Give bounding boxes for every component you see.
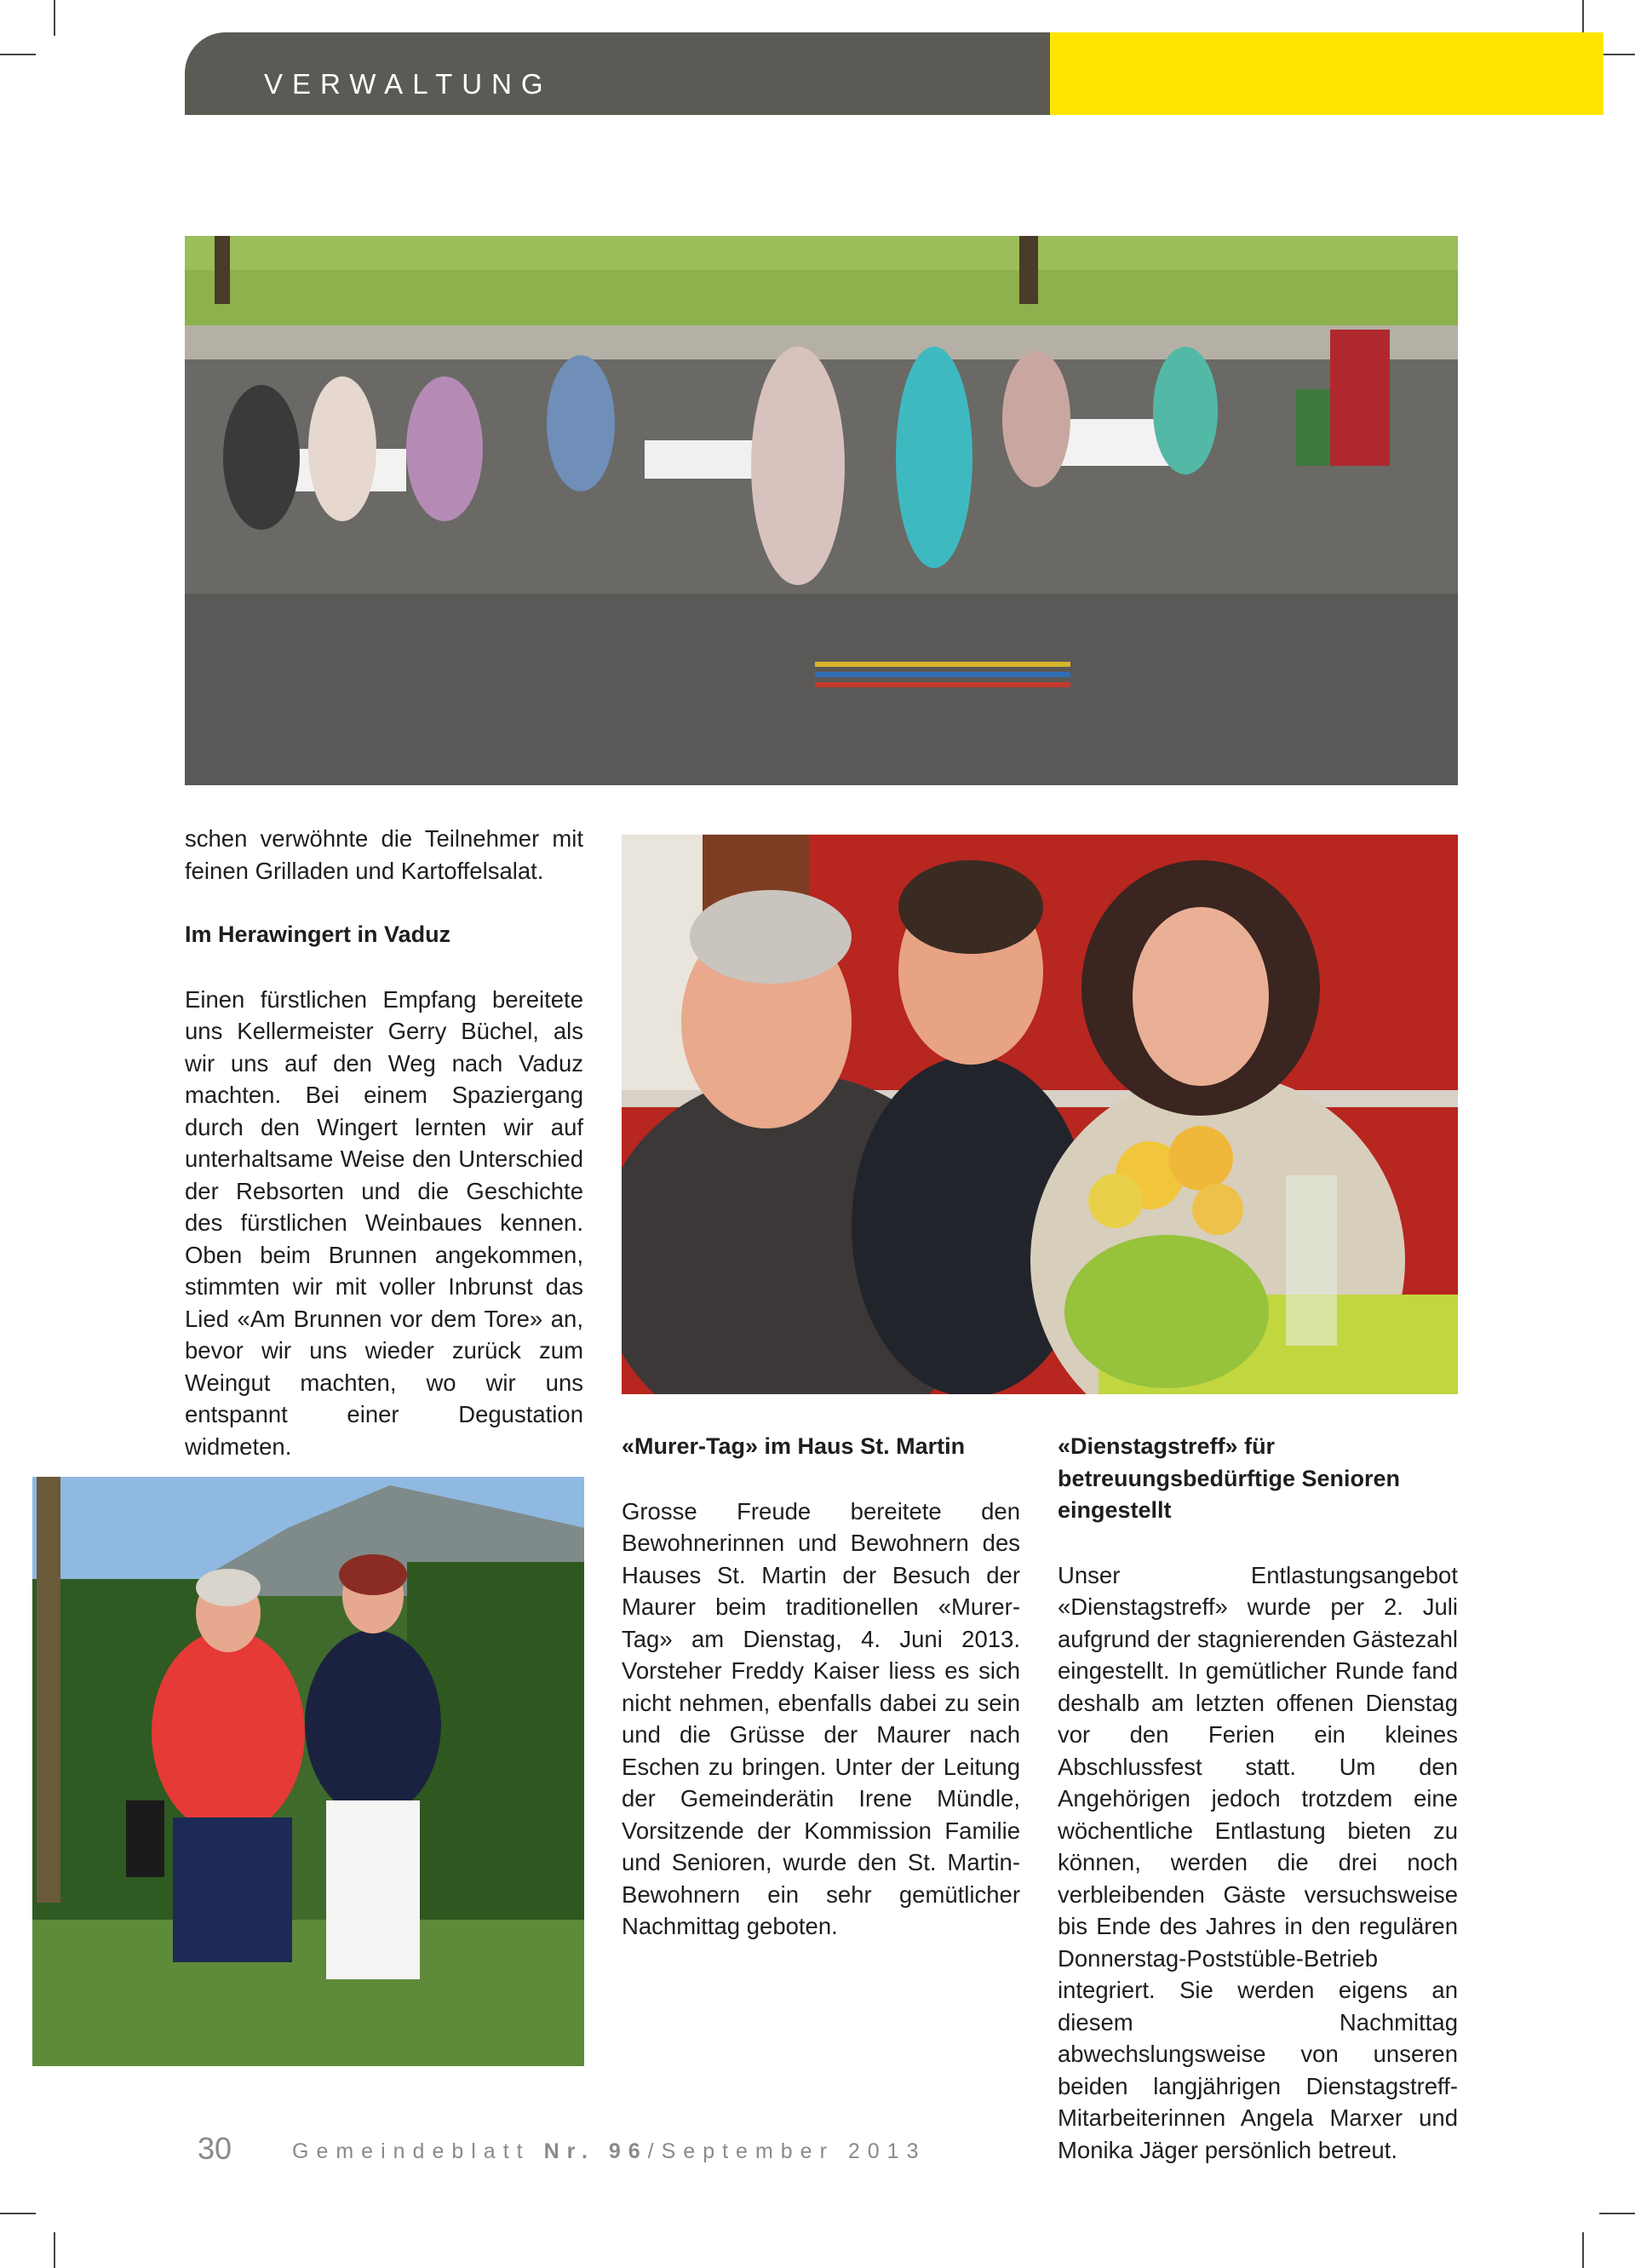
section-heading: «Murer-Tag» im Haus St. Martin xyxy=(622,1433,966,1459)
crop-mark xyxy=(54,0,55,36)
section-title: VERWALTUNG xyxy=(264,68,553,100)
crop-mark xyxy=(1599,54,1635,55)
group-picnic-photo xyxy=(185,236,1458,785)
three-people-portrait-photo xyxy=(622,835,1458,1394)
publication-footer xyxy=(292,2139,926,2164)
vineyard-walk-photo xyxy=(32,1477,584,2066)
article-column-1 xyxy=(185,823,583,1462)
publication-name: Gemeindeblatt xyxy=(292,2139,531,2163)
issue-number: Nr. 96 xyxy=(543,2139,648,2163)
section-heading: Im Herawingert in Vaduz xyxy=(185,922,451,947)
crop-mark xyxy=(54,2232,55,2268)
article-column-3 xyxy=(1058,1431,1458,2166)
crop-mark xyxy=(0,2213,36,2214)
crop-mark xyxy=(1599,2213,1635,2214)
issue-date: /September 2013 xyxy=(647,2139,926,2163)
section-heading: «Dienstagstreff» für betreuungsbedürftige Senioren eingestellt xyxy=(1058,1433,1401,1523)
crop-mark xyxy=(0,54,36,55)
body-paragraph: Einen fürstlichen Empfang bereitete uns Kellermeister Gerry Büchel, als wir uns auf den Weg nach Vaduz machten. Bei einem Spaziergang durch den Wingert lernten wir auf unterhaltsame Weise den Unterschied der Rebsorten und die Geschichte des fürstlichen Weinbaues kennen. Oben beim Brunnen angekommen, stimmten wir mit voller Inbrunst das Lied «Am Brunnen vor dem Tore» an, bevor wir uns wieder zurück zum Weingut machten, wo wir uns entspannt einer Degustation widmeten. xyxy=(185,985,583,1460)
body-paragraph: Unser Entlastungsangebot «Dienstagstreff» wurde per 2. Juli aufgrund der stagnierenden Gästezahl eingestellt. In gemütlicher Runde fand deshalb am letzten offenen Dienstag vor den Ferien ein kleines Abschlussfest statt. Um den Angehörigen jedoch trotzdem eine wöchentliche Entlastung bieten zu können, werden die drei noch verbleibenden Gäste versuchsweise bis Ende des Jahres in den regulären Donnerstag-Poststüble-Betrieb integriert. Sie werden eigens an diesem Nachmittag abwechslungsweise von unseren beiden langjährigen Dienstagstreff-Mitarbeiterinnen Angela Marxer und Monika Jäger persönlich betreut. xyxy=(1058,1561,1458,2163)
crop-mark xyxy=(1582,0,1584,36)
article-column-2 xyxy=(622,1431,1020,1943)
section-header-accent xyxy=(1050,32,1603,115)
page-number: 30 xyxy=(198,2131,232,2166)
crop-mark xyxy=(1582,2232,1584,2268)
body-paragraph: Grosse Freude bereitete den Bewohnerinnen und Bewohnern des Hauses St. Martin der Besuch der Maurer beim traditionellen «Murer-Tag» am Dienstag, 4. Juni 2013. Vorsteher Freddy Kaiser liess es sich nicht nehmen, ebenfalls dabei zu sein und die Grüsse der Maurer nach Eschen zu bringen. Unter der Leitung der Gemeinderätin Irene Mündle, Vorsitzende der Kommission Familie und Senioren, wurde den St. Martin-Bewohnern ein sehr gemütlicher Nachmittag geboten. xyxy=(622,1497,1020,1939)
intro-paragraph: schen verwöhnte die Teilnehmer mit feinen Grilladen und Kartoffelsalat. xyxy=(185,825,583,884)
